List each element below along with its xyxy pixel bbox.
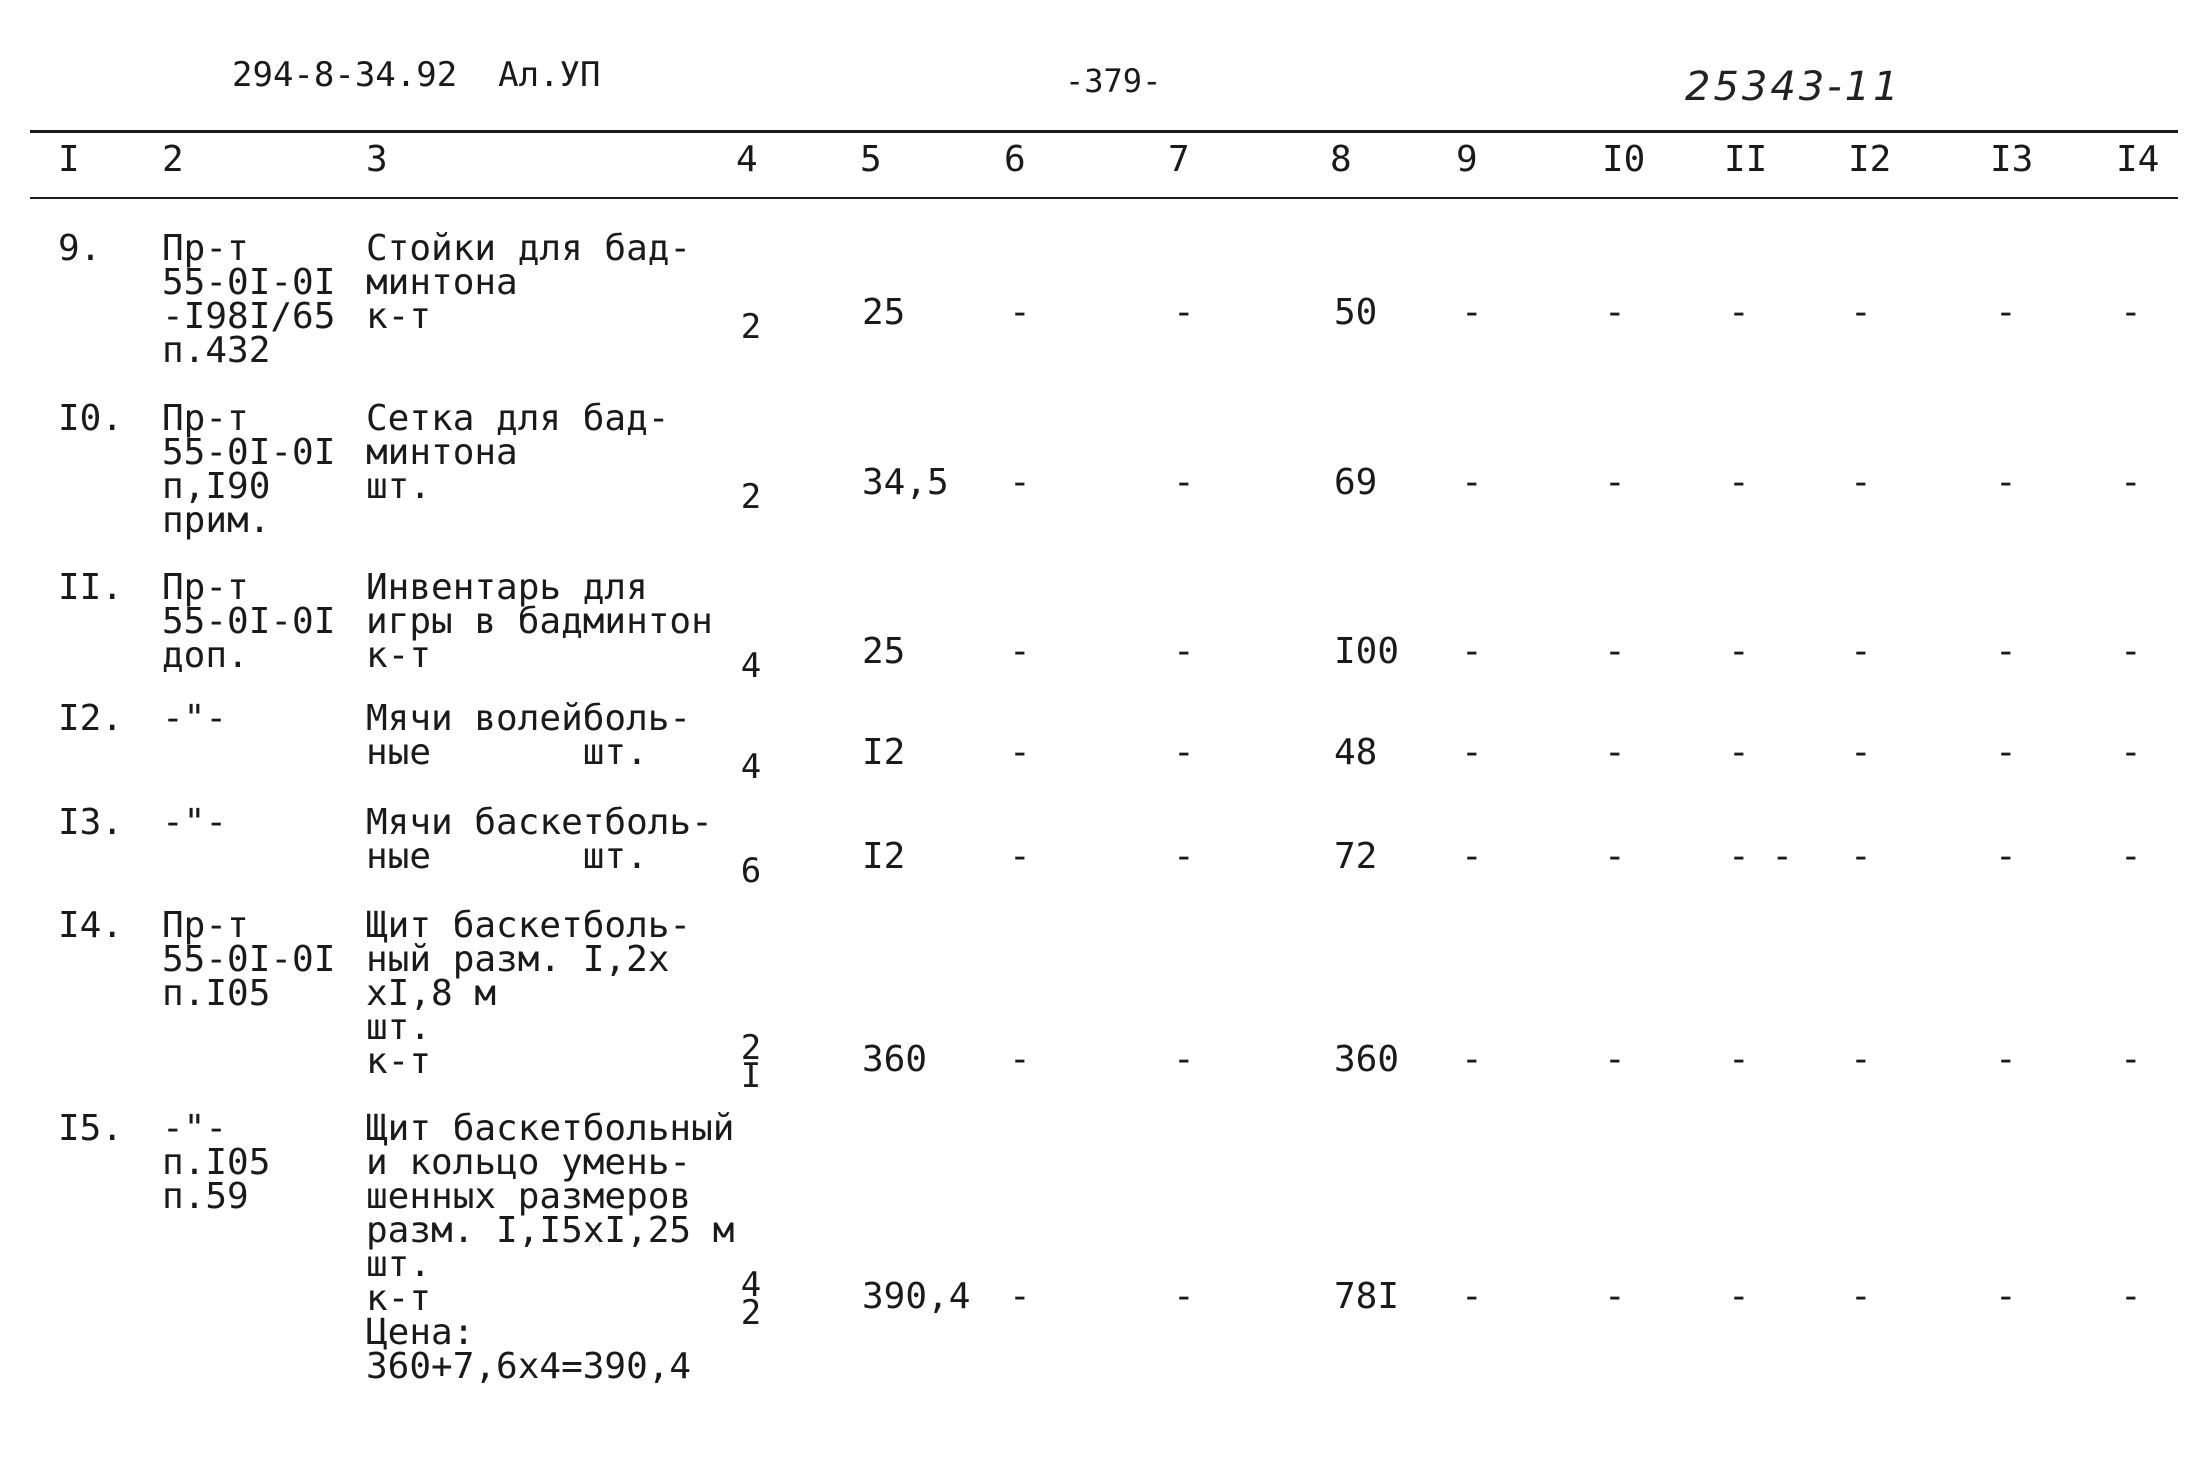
- empty-value-dash: -: [1173, 631, 1195, 672]
- empty-value-dash: -: [2120, 1276, 2142, 1317]
- empty-value-dash: -: [1173, 462, 1195, 503]
- total-cost: 72: [1334, 836, 1378, 877]
- price-reference: -"- п.I05 п.59: [162, 1108, 271, 1217]
- document-code: 294-8-34.92 Ал.УП: [232, 55, 601, 95]
- total-cost: 360: [1334, 1039, 1400, 1080]
- empty-value-dash: -: [1728, 1276, 1750, 1317]
- item-name: Мячи баскетболь- ные шт.: [366, 802, 713, 877]
- empty-value-dash: -: [1009, 732, 1031, 773]
- row-number: 9.: [58, 228, 102, 269]
- column-number: 9: [1456, 139, 1478, 180]
- total-cost: 48: [1334, 732, 1378, 773]
- unit-price: 360: [862, 1039, 928, 1080]
- price-reference: Пр-т 55-0I-0I -I98I/65 п.432: [162, 228, 336, 371]
- empty-value-dash: -: [1995, 631, 2017, 672]
- total-cost: 69: [1334, 462, 1378, 503]
- empty-value-dash: -: [1173, 836, 1195, 877]
- header-rule-top: [30, 130, 2178, 133]
- empty-value-dash: -: [1009, 1039, 1031, 1080]
- column-number: I0: [1602, 139, 1646, 180]
- empty-value-dash: -: [2120, 836, 2142, 877]
- quantity: 4: [740, 646, 762, 686]
- price-reference: Пр-т 55-0I-0I доп.: [162, 567, 336, 676]
- empty-value-dash: -: [1461, 1039, 1483, 1080]
- empty-value-dash: -: [1728, 462, 1750, 503]
- unit-price: I2: [862, 836, 906, 877]
- empty-value-dash: -: [1995, 292, 2017, 333]
- empty-value-dash: -: [1995, 732, 2017, 773]
- item-name: Инвентарь для игры в бадминтон к-т: [366, 567, 713, 676]
- handwritten-number: 25343-11: [1685, 64, 1902, 110]
- empty-value-dash: -: [1461, 1276, 1483, 1317]
- empty-value-dash: -: [1009, 462, 1031, 503]
- empty-value-dash: -: [1461, 292, 1483, 333]
- empty-value-dash: -: [1995, 836, 2017, 877]
- empty-value-dash: -: [1728, 1039, 1750, 1080]
- item-name: Стойки для бад- минтона к-т: [366, 228, 692, 337]
- price-reference: Пр-т 55-0I-0I п,I90 прим.: [162, 398, 336, 541]
- unit-price: 390,4: [862, 1276, 971, 1317]
- empty-value-dash: -: [1850, 1276, 1872, 1317]
- page-number: -379-: [1065, 62, 1162, 100]
- total-cost: 50: [1334, 292, 1378, 333]
- empty-value-dash: -: [1604, 462, 1626, 503]
- row-number: I4.: [58, 905, 124, 946]
- empty-value-dash: -: [1850, 836, 1872, 877]
- column-number: 8: [1330, 139, 1352, 180]
- empty-value-dash: -: [1604, 1276, 1626, 1317]
- quantity: 6: [740, 851, 762, 891]
- quantity: 2: [740, 307, 762, 347]
- empty-value-dash: -: [1995, 1276, 2017, 1317]
- column-number: 2: [162, 139, 184, 180]
- item-name: Щит баскетбольный и кольцо умень- шенных размеров разм. I,I5хI,25 м шт. к-т Цена: 360+7,6х4=390,4: [366, 1108, 735, 1387]
- empty-value-dash: -: [1604, 292, 1626, 333]
- empty-value-dash: -: [1009, 292, 1031, 333]
- unit-price: 34,5: [862, 462, 949, 503]
- column-number: 3: [366, 139, 388, 180]
- column-number: I3: [1990, 139, 2034, 180]
- row-number: I3.: [58, 802, 124, 843]
- empty-value-dash: -: [2120, 732, 2142, 773]
- empty-value-dash: -: [1850, 462, 1872, 503]
- empty-value-dash: -: [1173, 1039, 1195, 1080]
- empty-value-dash: -: [1604, 836, 1626, 877]
- empty-value-dash: - -: [1728, 836, 1794, 877]
- unit-price: 25: [862, 631, 906, 672]
- item-name: Сетка для бад- минтона шт.: [366, 398, 670, 507]
- quantity: 4 2: [740, 1265, 762, 1333]
- price-reference: Пр-т 55-0I-0I п.I05: [162, 905, 336, 1014]
- empty-value-dash: -: [2120, 1039, 2142, 1080]
- empty-value-dash: -: [1173, 292, 1195, 333]
- empty-value-dash: -: [1728, 292, 1750, 333]
- unit-price: I2: [862, 732, 906, 773]
- empty-value-dash: -: [1995, 462, 2017, 503]
- column-number: I4: [2116, 139, 2160, 180]
- empty-value-dash: -: [1173, 1276, 1195, 1317]
- column-number: 5: [860, 139, 882, 180]
- item-name: Щит баскетболь- ный разм. I,2х хI,8 м шт. к-т: [366, 905, 692, 1082]
- quantity: 2: [740, 477, 762, 517]
- column-number: I2: [1848, 139, 1892, 180]
- empty-value-dash: -: [1850, 732, 1872, 773]
- empty-value-dash: -: [2120, 292, 2142, 333]
- empty-value-dash: -: [1728, 631, 1750, 672]
- column-number: 4: [736, 139, 758, 180]
- empty-value-dash: -: [1728, 732, 1750, 773]
- price-reference: -"-: [162, 802, 228, 843]
- empty-value-dash: -: [1995, 1039, 2017, 1080]
- quantity: 2 I: [740, 1028, 762, 1096]
- quantity: 4: [740, 747, 762, 787]
- item-name: Мячи волейболь- ные шт.: [366, 698, 692, 773]
- empty-value-dash: -: [1009, 836, 1031, 877]
- row-number: II.: [58, 567, 124, 608]
- total-cost: 78I: [1334, 1276, 1400, 1317]
- empty-value-dash: -: [1604, 1039, 1626, 1080]
- empty-value-dash: -: [1461, 462, 1483, 503]
- column-number: I: [58, 139, 80, 180]
- column-number: 6: [1004, 139, 1026, 180]
- total-cost: I00: [1334, 631, 1400, 672]
- empty-value-dash: -: [1173, 732, 1195, 773]
- empty-value-dash: -: [1850, 631, 1872, 672]
- empty-value-dash: -: [1461, 631, 1483, 672]
- row-number: I0.: [58, 398, 124, 439]
- empty-value-dash: -: [1461, 732, 1483, 773]
- empty-value-dash: -: [1461, 836, 1483, 877]
- column-number: 7: [1168, 139, 1190, 180]
- row-number: I2.: [58, 698, 124, 739]
- empty-value-dash: -: [2120, 631, 2142, 672]
- empty-value-dash: -: [1009, 1276, 1031, 1317]
- column-number: II: [1724, 139, 1768, 180]
- unit-price: 25: [862, 292, 906, 333]
- empty-value-dash: -: [1009, 631, 1031, 672]
- empty-value-dash: -: [1850, 292, 1872, 333]
- empty-value-dash: -: [1604, 631, 1626, 672]
- price-reference: -"-: [162, 698, 228, 739]
- row-number: I5.: [58, 1108, 124, 1149]
- empty-value-dash: -: [2120, 462, 2142, 503]
- header-rule-bottom: [30, 197, 2178, 199]
- empty-value-dash: -: [1850, 1039, 1872, 1080]
- empty-value-dash: -: [1604, 732, 1626, 773]
